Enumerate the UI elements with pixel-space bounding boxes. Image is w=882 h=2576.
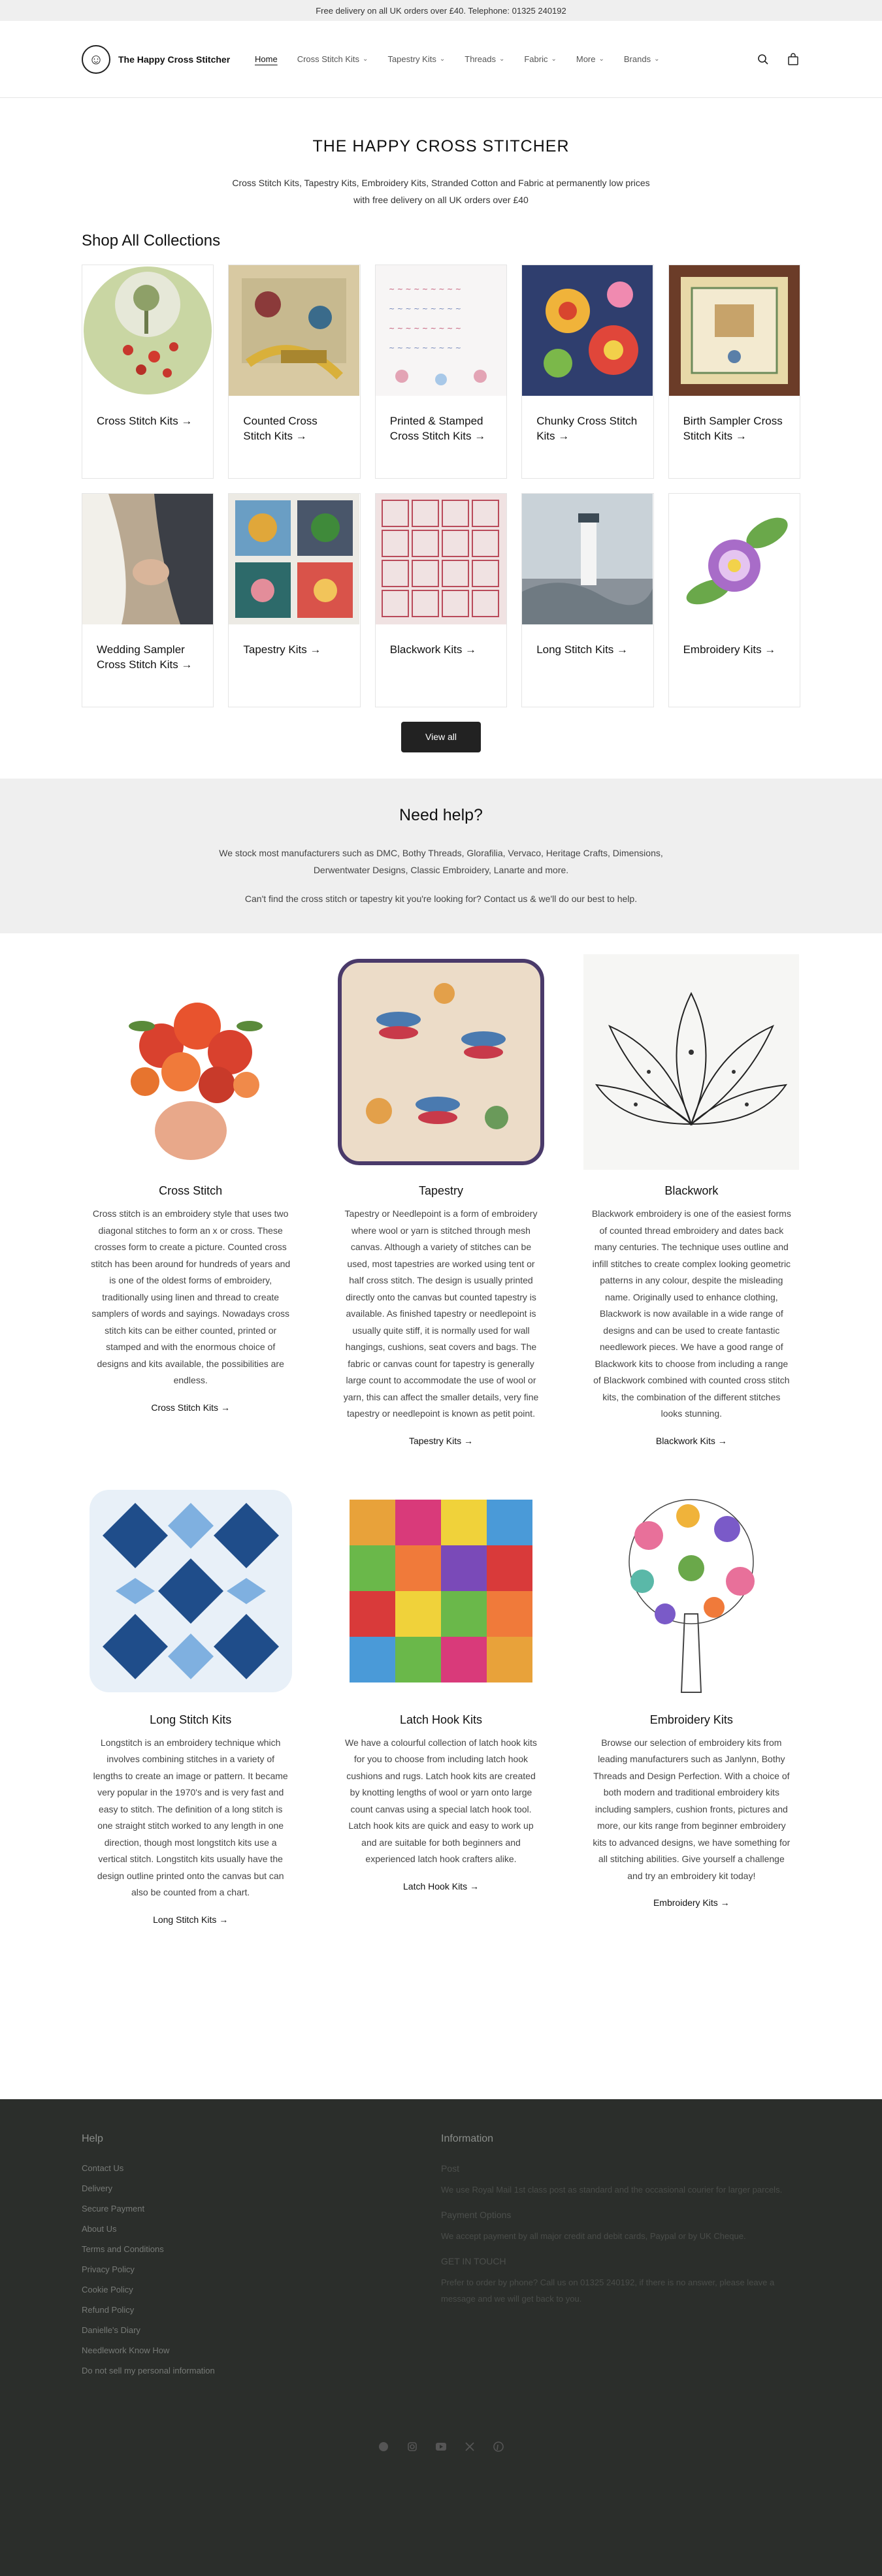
nav-cross-stitch-kits[interactable] — [297, 54, 368, 64]
collection-title: Embroidery Kits → — [683, 643, 776, 656]
footer-link-do-not-sell[interactable]: Do not sell my personal information — [82, 2366, 215, 2375]
footer-touch-text: Prefer to order by phone? Call us on 01325 240192, if there is no answer, please leave a message and we will get back to you. — [441, 2278, 775, 2304]
announcement-bar — [0, 0, 882, 21]
collection-card-blackwork[interactable] — [375, 493, 507, 707]
footer-link-contact-us[interactable]: Contact Us — [82, 2163, 124, 2173]
view-all-wrap — [82, 722, 800, 752]
features-row-2 — [82, 1483, 800, 1926]
svg-text:~ ~ ~ ~ ~ ~ ~ ~ ~: ~ ~ ~ ~ ~ ~ ~ ~ ~ — [388, 324, 461, 332]
help-contact-text: Can't find the cross stitch or tapestry kit you're looking for? Contact us & we'll do our best to help. — [244, 894, 638, 904]
collection-title: Blackwork Kits → — [389, 643, 477, 656]
collection-title: Long Stitch Kits → — [536, 643, 629, 656]
collection-card-chunky[interactable] — [521, 265, 653, 479]
collection-title: Birth Sampler Cross Stitch Kits → — [683, 415, 783, 442]
chevron-down-icon: ⌄ — [363, 56, 368, 63]
chevron-down-icon: ⌄ — [498, 56, 505, 63]
footer-post-heading: Post — [441, 2163, 460, 2174]
features-section — [82, 954, 800, 1926]
footer-info-heading: Information — [441, 2133, 494, 2144]
nav-label: Cross Stitch Kits — [297, 54, 360, 64]
footer-post-text: We use Royal Mail 1st class post as standard and the occasional courier for larger parcels. — [441, 2185, 783, 2195]
footer-info-column — [441, 2133, 800, 2386]
feature-body: Browse our selection of embroidery kits from leading manufacturers such as Janlynn, Bothy Threads and Design Perfection. With a choice of both modern and traditional embroidery kits including samplers, cushion fronts, pictures and more, our kits range from beginner embroidery kits to advanced designs, we have something for all stitching abilities. Give yourself a challenge and try an embroidery kit today! — [593, 1737, 791, 1881]
feature-title: Latch Hook Kits — [399, 1713, 483, 1726]
collections-section — [0, 232, 882, 752]
tapestry-birds-image — [229, 494, 359, 624]
nav-label: More — [576, 54, 596, 64]
x-icon[interactable] — [464, 2441, 476, 2453]
collection-title: Printed & Stamped Cross Stitch Kits → — [389, 415, 486, 442]
youtube-icon[interactable] — [435, 2441, 447, 2453]
collection-card-wedding-sampler[interactable] — [82, 493, 214, 707]
footer-link-privacy[interactable]: Privacy Policy — [82, 2264, 135, 2274]
collection-title: Counted Cross Stitch Kits → — [243, 415, 318, 442]
footer-columns — [82, 2133, 800, 2386]
embroidery-kits-link[interactable]: Embroidery Kits → — [653, 1897, 730, 1908]
header-icons — [756, 52, 800, 67]
collection-title: Cross Stitch Kits → — [97, 415, 193, 427]
feature-long-stitch — [82, 1483, 299, 1926]
collections-row-1 — [82, 265, 800, 479]
footer-help-column — [82, 2133, 441, 2386]
collection-card-embroidery[interactable] — [668, 493, 800, 707]
feature-title: Embroidery Kits — [649, 1713, 733, 1726]
footer-link-terms[interactable]: Terms and Conditions — [82, 2244, 164, 2254]
blue-diamond-cushion-image — [82, 1483, 299, 1699]
footer-link-diary[interactable]: Danielle's Diary — [82, 2325, 140, 2335]
facebook-icon[interactable] — [378, 2441, 389, 2453]
collection-card-tapestry[interactable] — [228, 493, 360, 707]
chunky-kit-image — [522, 265, 653, 396]
embroidery-flower-image — [669, 494, 800, 624]
instagram-icon[interactable] — [406, 2441, 418, 2453]
nav-home[interactable] — [255, 54, 278, 64]
collections-row-2 — [82, 493, 800, 707]
embroidery-tree-image — [583, 1483, 800, 1699]
blackwork-kits-link[interactable]: Blackwork Kits → — [655, 1435, 727, 1446]
chevron-down-icon: ⌄ — [439, 56, 446, 63]
chevron-down-icon: ⌄ — [598, 56, 604, 63]
collection-title: Tapestry Kits → — [243, 643, 321, 656]
cart-icon[interactable] — [786, 52, 800, 67]
feature-cross-stitch — [82, 954, 299, 1447]
chevron-down-icon: ⌄ — [654, 56, 660, 63]
long-stitch-kits-link[interactable]: Long Stitch Kits → — [153, 1914, 229, 1925]
footer-link-delivery[interactable]: Delivery — [82, 2183, 112, 2193]
latch-hook-kits-link[interactable]: Latch Hook Kits → — [403, 1880, 479, 1892]
footer-link-about-us[interactable]: About Us — [82, 2224, 117, 2234]
latch-hook-cushion-image — [332, 1483, 549, 1699]
footer-touch-heading: GET IN TOUCH — [441, 2256, 506, 2266]
nav-label: Tapestry Kits — [387, 54, 436, 64]
flower-bouquet-image — [82, 954, 299, 1170]
collections-heading: Shop All Collections — [82, 232, 221, 250]
hero-line-2: with free delivery on all UK orders over £40 — [353, 195, 529, 205]
footer-payment-text: We accept payment by all major credit and debit cards, Paypal or by UK Cheque. — [441, 2231, 746, 2241]
hero-line-1: Cross Stitch Kits, Tapestry Kits, Embroidery Kits, Stranded Cotton and Fabric at permanently low prices — [232, 178, 650, 188]
wedding-hands-image — [82, 494, 213, 624]
svg-text:~ ~ ~ ~ ~ ~ ~ ~ ~: ~ ~ ~ ~ ~ ~ ~ ~ ~ — [388, 344, 461, 352]
lighthouse-image — [522, 494, 653, 624]
brand-name: The Happy Cross Stitcher — [118, 54, 231, 65]
hero-section — [0, 98, 882, 232]
footer-link-cookie[interactable]: Cookie Policy — [82, 2285, 133, 2294]
feature-body: Cross stitch is an embroidery style that uses two diagonal stitches to form an x or cross. These crosses form to create a picture. Counted cross stitch has been around for hundreds of years and is one of the oldest forms of embroidery, traditionally using linen and thread to create samplers of words and sayings. Nowadays cross stitch kits can be either counted, printed or stamped and with the enormous choice of designs and kits available, the possibilities are endless. — [91, 1208, 291, 1385]
nav-label: Brands — [623, 54, 651, 64]
feature-title: Blackwork — [664, 1184, 719, 1197]
svg-text:~ ~ ~ ~ ~ ~ ~ ~ ~: ~ ~ ~ ~ ~ ~ ~ ~ ~ — [388, 304, 461, 313]
footer-help-heading: Help — [82, 2133, 103, 2144]
printed-kit-image — [376, 265, 506, 396]
nav-brands[interactable] — [624, 54, 660, 64]
birth-sampler-image — [669, 265, 800, 396]
help-heading: Need help? — [399, 806, 483, 824]
feature-title: Long Stitch Kits — [150, 1713, 232, 1726]
collection-card-counted[interactable] — [228, 265, 360, 479]
collection-card-birth-sampler[interactable] — [668, 265, 800, 479]
collection-card-cross-stitch[interactable] — [82, 265, 214, 479]
svg-text:~ ~ ~ ~ ~ ~ ~ ~ ~: ~ ~ ~ ~ ~ ~ ~ ~ ~ — [388, 285, 461, 293]
nav-label: Home — [255, 54, 278, 64]
feature-title: Cross Stitch — [159, 1184, 223, 1197]
feature-title: Tapestry — [418, 1184, 463, 1197]
nav-threads[interactable] — [465, 54, 504, 64]
counted-kit-image — [229, 265, 359, 396]
nav-more[interactable] — [576, 54, 604, 64]
view-all-button[interactable]: View all — [401, 722, 481, 752]
main-nav — [255, 54, 756, 64]
nav-tapestry-kits[interactable] — [387, 54, 445, 64]
blackwork-lotus-image — [583, 954, 800, 1170]
search-icon[interactable] — [756, 52, 770, 67]
announcement-text: Free delivery on all UK orders over £40. Telephone: 01325 240192 — [316, 5, 566, 16]
help-manufacturers-text: We stock most manufacturers such as DMC, Bothy Threads, Glorafilia, Vervaco, Heritage Crafts, Dimensions, Derwentwater Designs, Classic Embroidery, Lanarte and more. — [219, 848, 663, 875]
nav-fabric[interactable] — [524, 54, 557, 64]
collection-card-printed-stamped[interactable] — [375, 265, 507, 479]
tapestry-kits-link[interactable]: Tapestry Kits → — [408, 1435, 473, 1446]
logo[interactable] — [82, 45, 255, 74]
collection-title: Chunky Cross Stitch Kits → — [536, 415, 638, 442]
dragonfly-cushion-image — [332, 954, 549, 1170]
feature-latch-hook — [332, 1483, 549, 1926]
feature-body: Longstitch is an embroidery technique which involves combining stitches in a variety of lengths to create an image or pattern. It became very popular in the 1970's and is very fast and easy to stitch. The definition of a long stitch is one straight stitch worked to any length in one direction, though most longstitch kits use a vertical stitch. Longstitch kits usually have the design outline printed onto the canvas but can also be counted from a chart. — [93, 1737, 288, 1897]
feature-blackwork — [583, 954, 800, 1447]
feature-body: Blackwork embroidery is one of the easiest forms of counted thread embroidery and dates back many centuries. The technique uses outline and infill stitches to create complex looking geometric patterns in any colour, despite the misleading name. Originally used to enhance clothing, Blackwork is now available in a wide range of designs and can be used to create fantastic needlework pieces. We have a good range of Blackwork kits to choose from including a range of Blackwork combined with counted cross stitch kits, the combination of the different stitches looks stunning. — [591, 1208, 791, 1419]
feature-body: Tapestry or Needlepoint is a form of embroidery where wool or yarn is stitched through mesh canvas. Although a variety of stitches can be used, most tapestries are worked using tent or half cross stitch. The design is usually printed directly onto the canvas but counted tapestry is available. As finished tapestry or needlepoint is usually quite stiff, it is normally used for wall hangings, cushions, seat covers and bags. The fabric or canvas count for tapestry is generally large count to accommodate the use of wool or yarn, this can affect the smaller details, very fine tapestry or needlepoint is known as petit point. — [343, 1208, 539, 1419]
feature-embroidery — [583, 1483, 800, 1926]
footer-link-secure-payment[interactable]: Secure Payment — [82, 2204, 145, 2214]
footer-payment-heading: Payment Options — [441, 2210, 512, 2220]
site-footer — [0, 2099, 882, 2576]
page-title: THE HAPPY CROSS STITCHER — [312, 137, 570, 155]
feature-tapestry — [332, 954, 549, 1447]
site-header — [0, 21, 882, 98]
feature-body: We have a colourful collection of latch hook kits for you to choose from including latch hook cushions and rugs. Latch hook kits are created by knotting lengths of wool or yarn onto large count canvas using a special latch hook tool. Latch hook kits are quick and easy to work up and are suitable for both beginners and experienced latch hook crafters alike. — [345, 1737, 537, 1864]
nav-label: Fabric — [524, 54, 548, 64]
nav-label: Threads — [465, 54, 496, 64]
help-section — [0, 779, 882, 933]
chevron-down-icon: ⌄ — [551, 56, 557, 63]
collection-title: Wedding Sampler Cross Stitch Kits → — [97, 643, 193, 671]
pinterest-icon[interactable] — [493, 2441, 504, 2453]
cross-stitch-kits-link[interactable]: Cross Stitch Kits → — [151, 1402, 230, 1413]
smiley-logo-icon: ☺ — [82, 45, 110, 74]
social-links — [0, 2441, 882, 2453]
blackwork-sampler-image — [376, 494, 506, 624]
features-row-1 — [82, 954, 800, 1447]
poppy-field-image — [82, 265, 213, 396]
collection-card-long-stitch[interactable] — [521, 493, 653, 707]
footer-link-refund[interactable]: Refund Policy — [82, 2305, 135, 2315]
footer-link-know-how[interactable]: Needlework Know How — [82, 2345, 170, 2355]
